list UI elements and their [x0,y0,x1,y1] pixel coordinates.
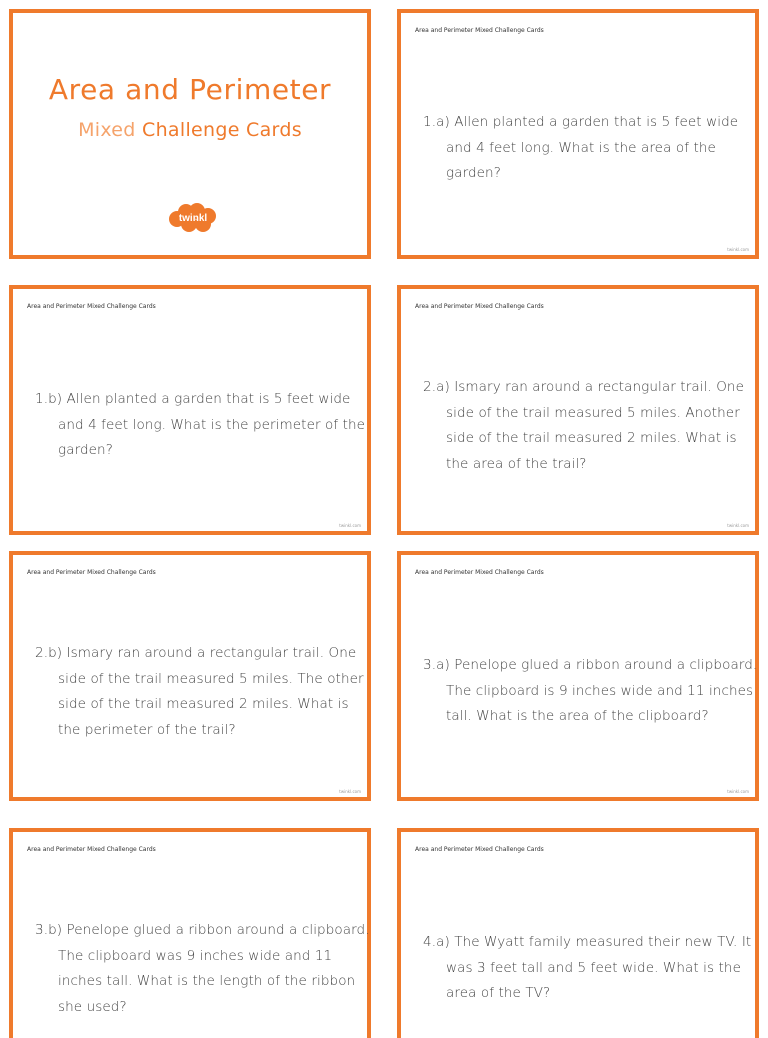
card-title: Area and Perimeter [48,73,332,106]
challenge-card-2a [397,285,759,535]
card-header: Area and Perimeter Mixed Challenge Cards [415,846,544,853]
card-header: Area and Perimeter Mixed Challenge Cards [27,846,156,853]
card-header: Area and Perimeter Mixed Challenge Cards [27,569,156,576]
card-header: Area and Perimeter Mixed Challenge Cards [27,303,156,310]
svg-text:twinkl: twinkl [178,213,208,224]
question-text: 4.a) The Wyatt family measured their new TV. It was 3 feet tall and 5 feet wide. What is the area of the TV? [423,934,752,1002]
subtitle-bold: Challenge Cards [142,119,302,141]
challenge-card-2b [9,551,371,801]
question-text: 3.b) Penelope glued a ribbon around a clipboard. The clipboard was 9 inches wide and 11 inches tall. What is the length of the ribbon she used? [35,922,370,1015]
twinkl-logo-icon [167,203,219,233]
challenge-card-1b [9,285,371,535]
card-footer: twinkl.com [727,523,749,528]
challenge-card-3b [9,828,371,1038]
card-header: Area and Perimeter Mixed Challenge Cards [415,569,544,576]
title-card [9,9,371,259]
card-footer: twinkl.com [339,789,361,794]
card-footer: twinkl.com [727,789,749,794]
question-text: 1.a) Allen planted a garden that is 5 feet wide and 4 feet long. What is the area of the garden? [423,114,739,182]
card-footer: twinkl.com [339,523,361,528]
card-header: Area and Perimeter Mixed Challenge Cards [415,27,544,34]
card-subtitle [13,119,367,141]
challenge-card-3a [397,551,759,801]
challenge-card-1a [397,9,759,259]
subtitle-light: Mixed [78,119,136,141]
question-text: 2.b) Ismary ran around a rectangular trail. One side of the trail measured 5 miles. The other side of the trail measured 2 miles. What is the perimeter of the trail? [35,645,364,738]
question-text: 2.a) Ismary ran around a rectangular trail. One side of the trail measured 5 miles. Another side of the trail measured 2 miles. What is the area of the trail? [423,379,744,472]
challenge-card-4a [397,828,759,1038]
question-text: 3.a) Penelope glued a ribbon around a clipboard. The clipboard is 9 inches wide and 11 inches tall. What is the area of the clipboard? [423,657,758,725]
card-header: Area and Perimeter Mixed Challenge Cards [415,303,544,310]
question-text: 1.b) Allen planted a garden that is 5 feet wide and 4 feet long. What is the perimeter of the garden? [35,391,366,459]
card-footer: twinkl.com [727,247,749,252]
